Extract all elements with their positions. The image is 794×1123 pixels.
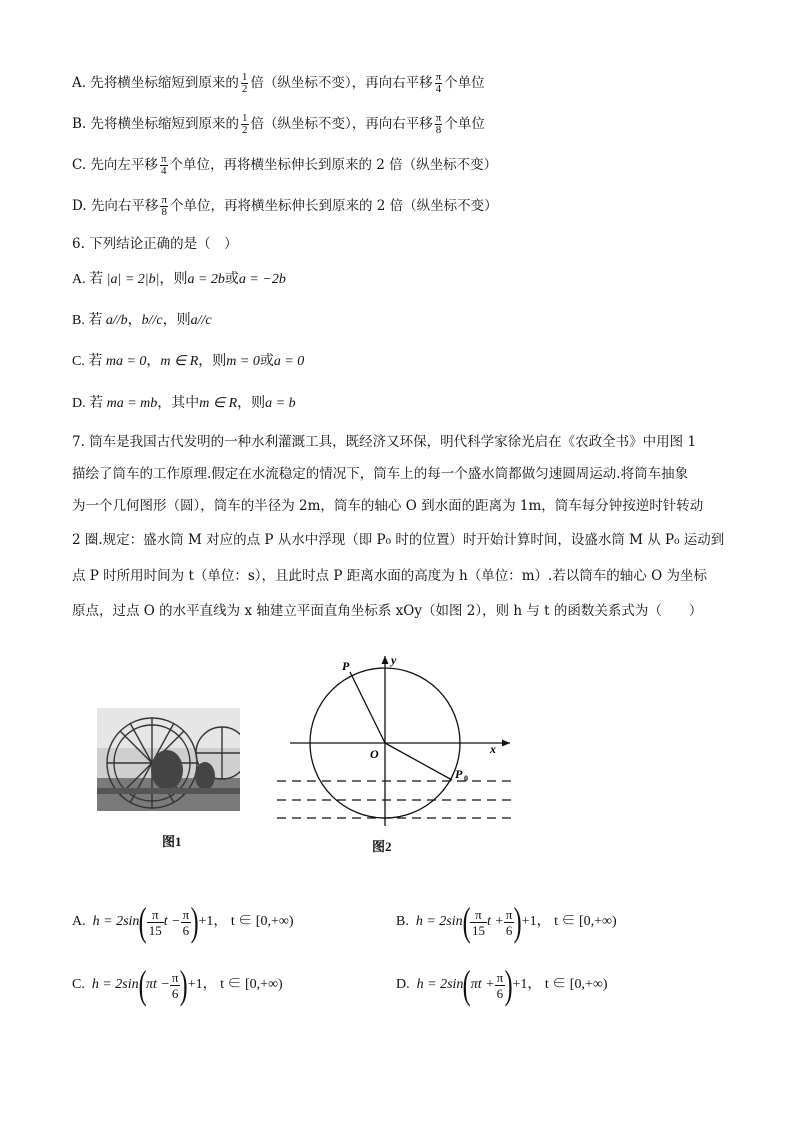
q5-option-d[interactable]: D. 先向右平移 $\frac{\pi}{8}$ 个单位，再将横坐标伸长到原来的 2 倍（纵坐标不变） (72, 194, 498, 218)
q5-option-c[interactable]: C. 先向左平移 $\frac{\pi}{4}$ 个单位，再将横坐标伸长到原来的 2 倍（纵坐标不变） (72, 153, 498, 177)
fraction: $\frac{1}{2}$ (241, 71, 248, 95)
fraction: $\frac{\pi}{4}$ (435, 71, 442, 95)
q5-option-b[interactable]: B. 先将横坐标缩短到原来的 $\frac{1}{2}$ 倍（纵坐标不变），再向右平移 $\frac{\pi}{8}$ 个单位 (72, 112, 485, 136)
q7-option-d[interactable]: D. h = 2sin(πt + $\frac{\pi}{6}$ )+1， t ∈ [0,+∞) (396, 962, 608, 1007)
fraction: $\frac{\pi}{8}$ (161, 194, 167, 218)
math-expression: h = 2sin (415, 914, 463, 930)
math-expression: a = 2b (187, 272, 225, 287)
q7-option-a[interactable]: A. h = 2sin( $\frac{\pi}{15}$ t − $\frac{\pi}{6}$ )+1， t ∈ [0,+∞) (72, 899, 294, 944)
label-y: y (391, 653, 397, 667)
q7-stem-line-3: 为一个几何图形（圆），筒车的半径为 2m，筒车的轴心 O 到水面的距离为 1m，筒车每分钟按逆时针转动 (72, 498, 704, 514)
label-x: x (490, 742, 496, 756)
q7-stem-line-2: 描绘了筒车的工作原理.假定在水流稳定的情况下，筒车上的每一个盛水筒都做匀速圆周运动.将筒车抽象 (72, 466, 689, 482)
math-expression: |a| = 2|b| (106, 272, 160, 287)
label-p0: P (455, 767, 463, 781)
figure-2-caption: 图2 (372, 839, 392, 854)
q6-stem: 6. 下列结论正确的是（ ） (72, 236, 238, 252)
fraction: $\frac{\pi}{8}$ (435, 112, 442, 136)
math-expression: a = −2b (238, 272, 286, 287)
q7-stem-line-4: 2 圈.规定：盛水筒 M 对应的点 P 从水中浮现（即 P₀ 时的位置）时开始计算时间，设盛水筒 M 从 P₀ 运动到 (72, 532, 725, 548)
fraction: $\frac{\pi}{6}$ (171, 969, 179, 1001)
math-expression: a = 0 (273, 354, 305, 369)
fraction: $\frac{\pi}{4}$ (160, 153, 167, 177)
figure-2-diagram (272, 648, 522, 838)
fraction: $\frac{\pi}{15}$ (471, 906, 485, 938)
label-p: P (342, 659, 350, 673)
fraction: $\frac{1}{2}$ (242, 112, 248, 136)
math-expression: a//c (190, 313, 212, 328)
q6-option-a[interactable]: A. 若 |a| = 2|b|，则a = 2b或a = −2b (72, 272, 286, 287)
q7-stem-line-6: 原点，过点 O 的水平直线为 x 轴建立平面直角坐标系 xOy（如图 2），则 h 与 t 的函数关系式为（ ） (72, 603, 703, 619)
label-o: O (370, 747, 379, 761)
figure-1-caption: 图1 (162, 834, 182, 849)
radius-to-p (350, 672, 385, 743)
q6-option-c[interactable]: C. 若 ma = 0，m ∈ R，则m = 0或a = 0 (72, 354, 305, 369)
fraction: $\frac{\pi}{6}$ (496, 969, 504, 1001)
fraction: $\frac{\pi}{6}$ (505, 906, 513, 938)
math-expression: m = 0 (226, 354, 260, 369)
radius-to-p0 (385, 743, 452, 780)
fraction: $\frac{\pi}{6}$ (182, 906, 190, 938)
q5-option-a[interactable]: A. 先将横坐标缩短到原来的 $\frac{1}{2}$ 倍（纵坐标不变），再向右平移 $\frac{\pi}{4}$ 个单位 (72, 71, 485, 95)
math-expression: a = b (265, 396, 296, 411)
fraction: $\frac{\pi}{15}$ (148, 906, 162, 938)
q7-option-c[interactable]: C. h = 2sin(πt − $\frac{\pi}{6}$ )+1， t ∈ [0,+∞) (72, 962, 283, 1007)
option-label: C. (72, 157, 87, 173)
math-expression: a//b (105, 313, 128, 328)
figure-1-waterwheel-photo (97, 708, 240, 811)
math-expression: m ∈ R (199, 396, 238, 411)
q7-stem-line-5: 点 P 时所用时间为 t（单位：s），且此时点 P 距离水面的高度为 h（单位：m）.若以筒车的轴心 O 为坐标 (72, 568, 707, 584)
math-expression: h = 2sin (92, 914, 140, 930)
math-expression: m ∈ R (160, 354, 199, 369)
math-expression: ma = 0 (105, 354, 147, 369)
option-label: A. (72, 75, 87, 91)
q6-option-b[interactable]: B. 若 a//b，b//c，则a//c (72, 313, 212, 328)
option-label: B. (72, 116, 87, 132)
y-arrow (382, 656, 389, 664)
q7-option-b[interactable]: B. h = 2sin( $\frac{\pi}{15}$ t + $\frac{\pi}{6}$ )+1， t ∈ [0,+∞) (396, 899, 617, 944)
q7-stem-line-1: 7. 筒车是我国古代发明的一种水利灌溉工具，既经济又环保，明代科学家徐光启在《农政全书》中用图 1 (72, 434, 697, 450)
q6-option-d[interactable]: D. 若 ma = mb，其中m ∈ R，则a = b (72, 396, 296, 411)
math-expression: ma = mb (106, 396, 158, 411)
x-arrow (502, 740, 510, 747)
math-expression: h = 2sin (416, 977, 464, 993)
math-expression: h = 2sin (91, 977, 139, 993)
math-expression: b//c (141, 313, 163, 328)
label-p0-subscript: 0 (464, 774, 468, 783)
option-label: D. (72, 198, 87, 214)
